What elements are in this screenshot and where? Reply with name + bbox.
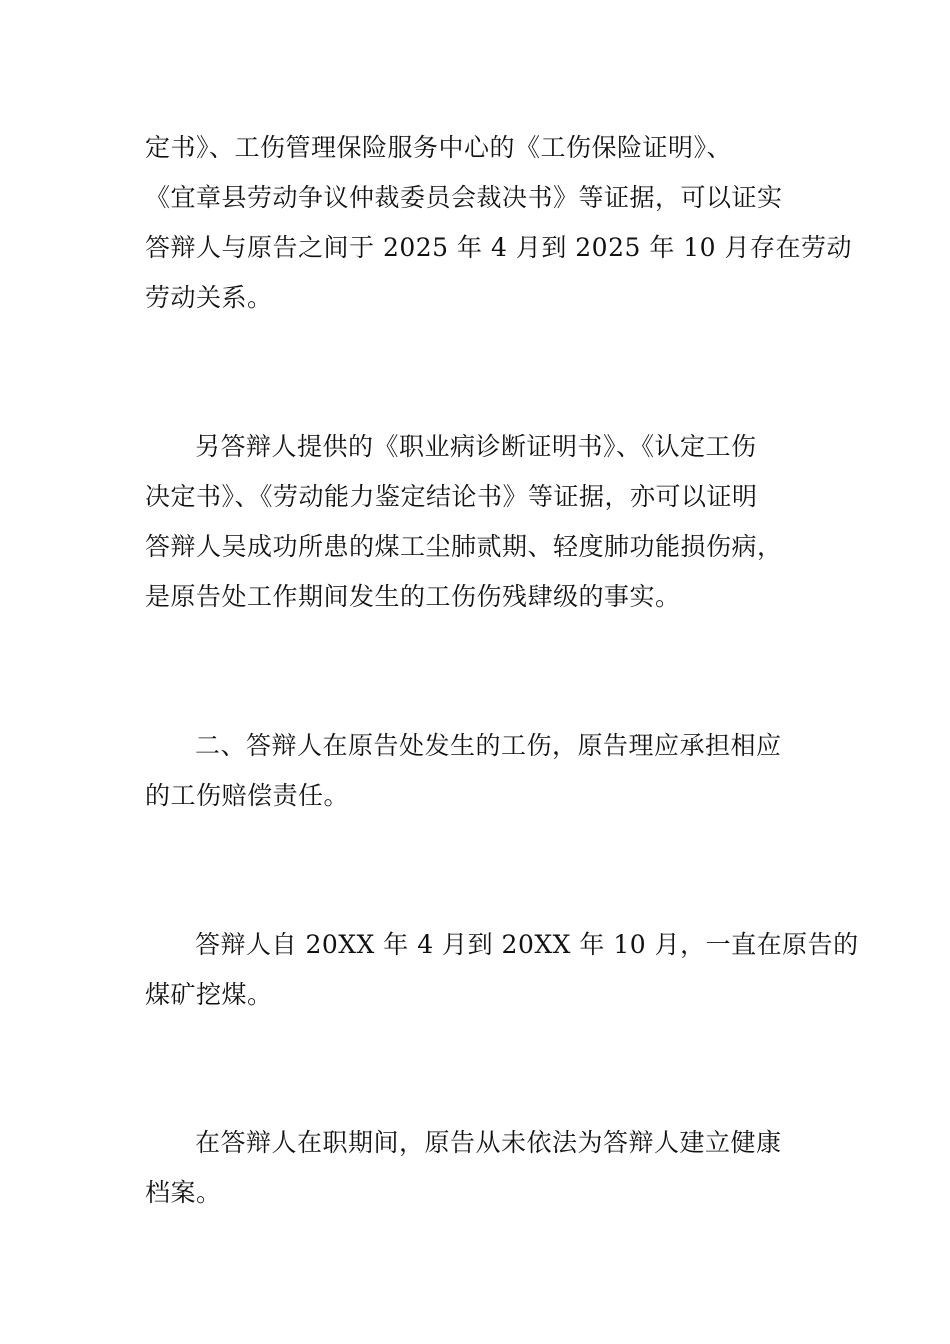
paragraph-line: 二、答辩人在原告处发生的工伤，原告理应承担相应	[195, 731, 782, 760]
paragraph-line: 定书》、工伤管理保险服务中心的《工伤保险证明》、	[145, 133, 733, 162]
paragraph-line: 决定书》、《劳动能力鉴定结论书》等证据，亦可以证明	[145, 482, 758, 511]
paragraph-line: 劳动关系。	[145, 283, 273, 312]
paragraph-line: 在答辩人在职期间，原告从未依法为答辩人建立健康	[195, 1128, 782, 1157]
paragraph-line: 答辩人吴成功所患的煤工尘肺贰期、轻度肺功能损伤病，	[145, 532, 783, 561]
paragraph-line: 的工伤赔偿责任。	[145, 781, 350, 810]
paragraph-line: 《宜章县劳动争议仲裁委员会裁决书》等证据，可以证实	[145, 183, 783, 212]
paragraph-line: 煤矿挖煤。	[145, 980, 273, 1009]
paragraph-line: 另答辩人提供的《职业病诊断证明书》、《认定工伤	[195, 432, 757, 461]
paragraph-line: 是原告处工作期间发生的工伤伤残肆级的事实。	[145, 582, 681, 611]
paragraph-line: 答辩人与原告之间于 2025 年 4 月到 2025 年 10 月存在劳动	[145, 233, 853, 262]
paragraph-line: 档案。	[145, 1178, 222, 1207]
paragraph-line: 答辩人自 20XX 年 4 月到 20XX 年 10 月，一直在原告的	[195, 930, 859, 959]
